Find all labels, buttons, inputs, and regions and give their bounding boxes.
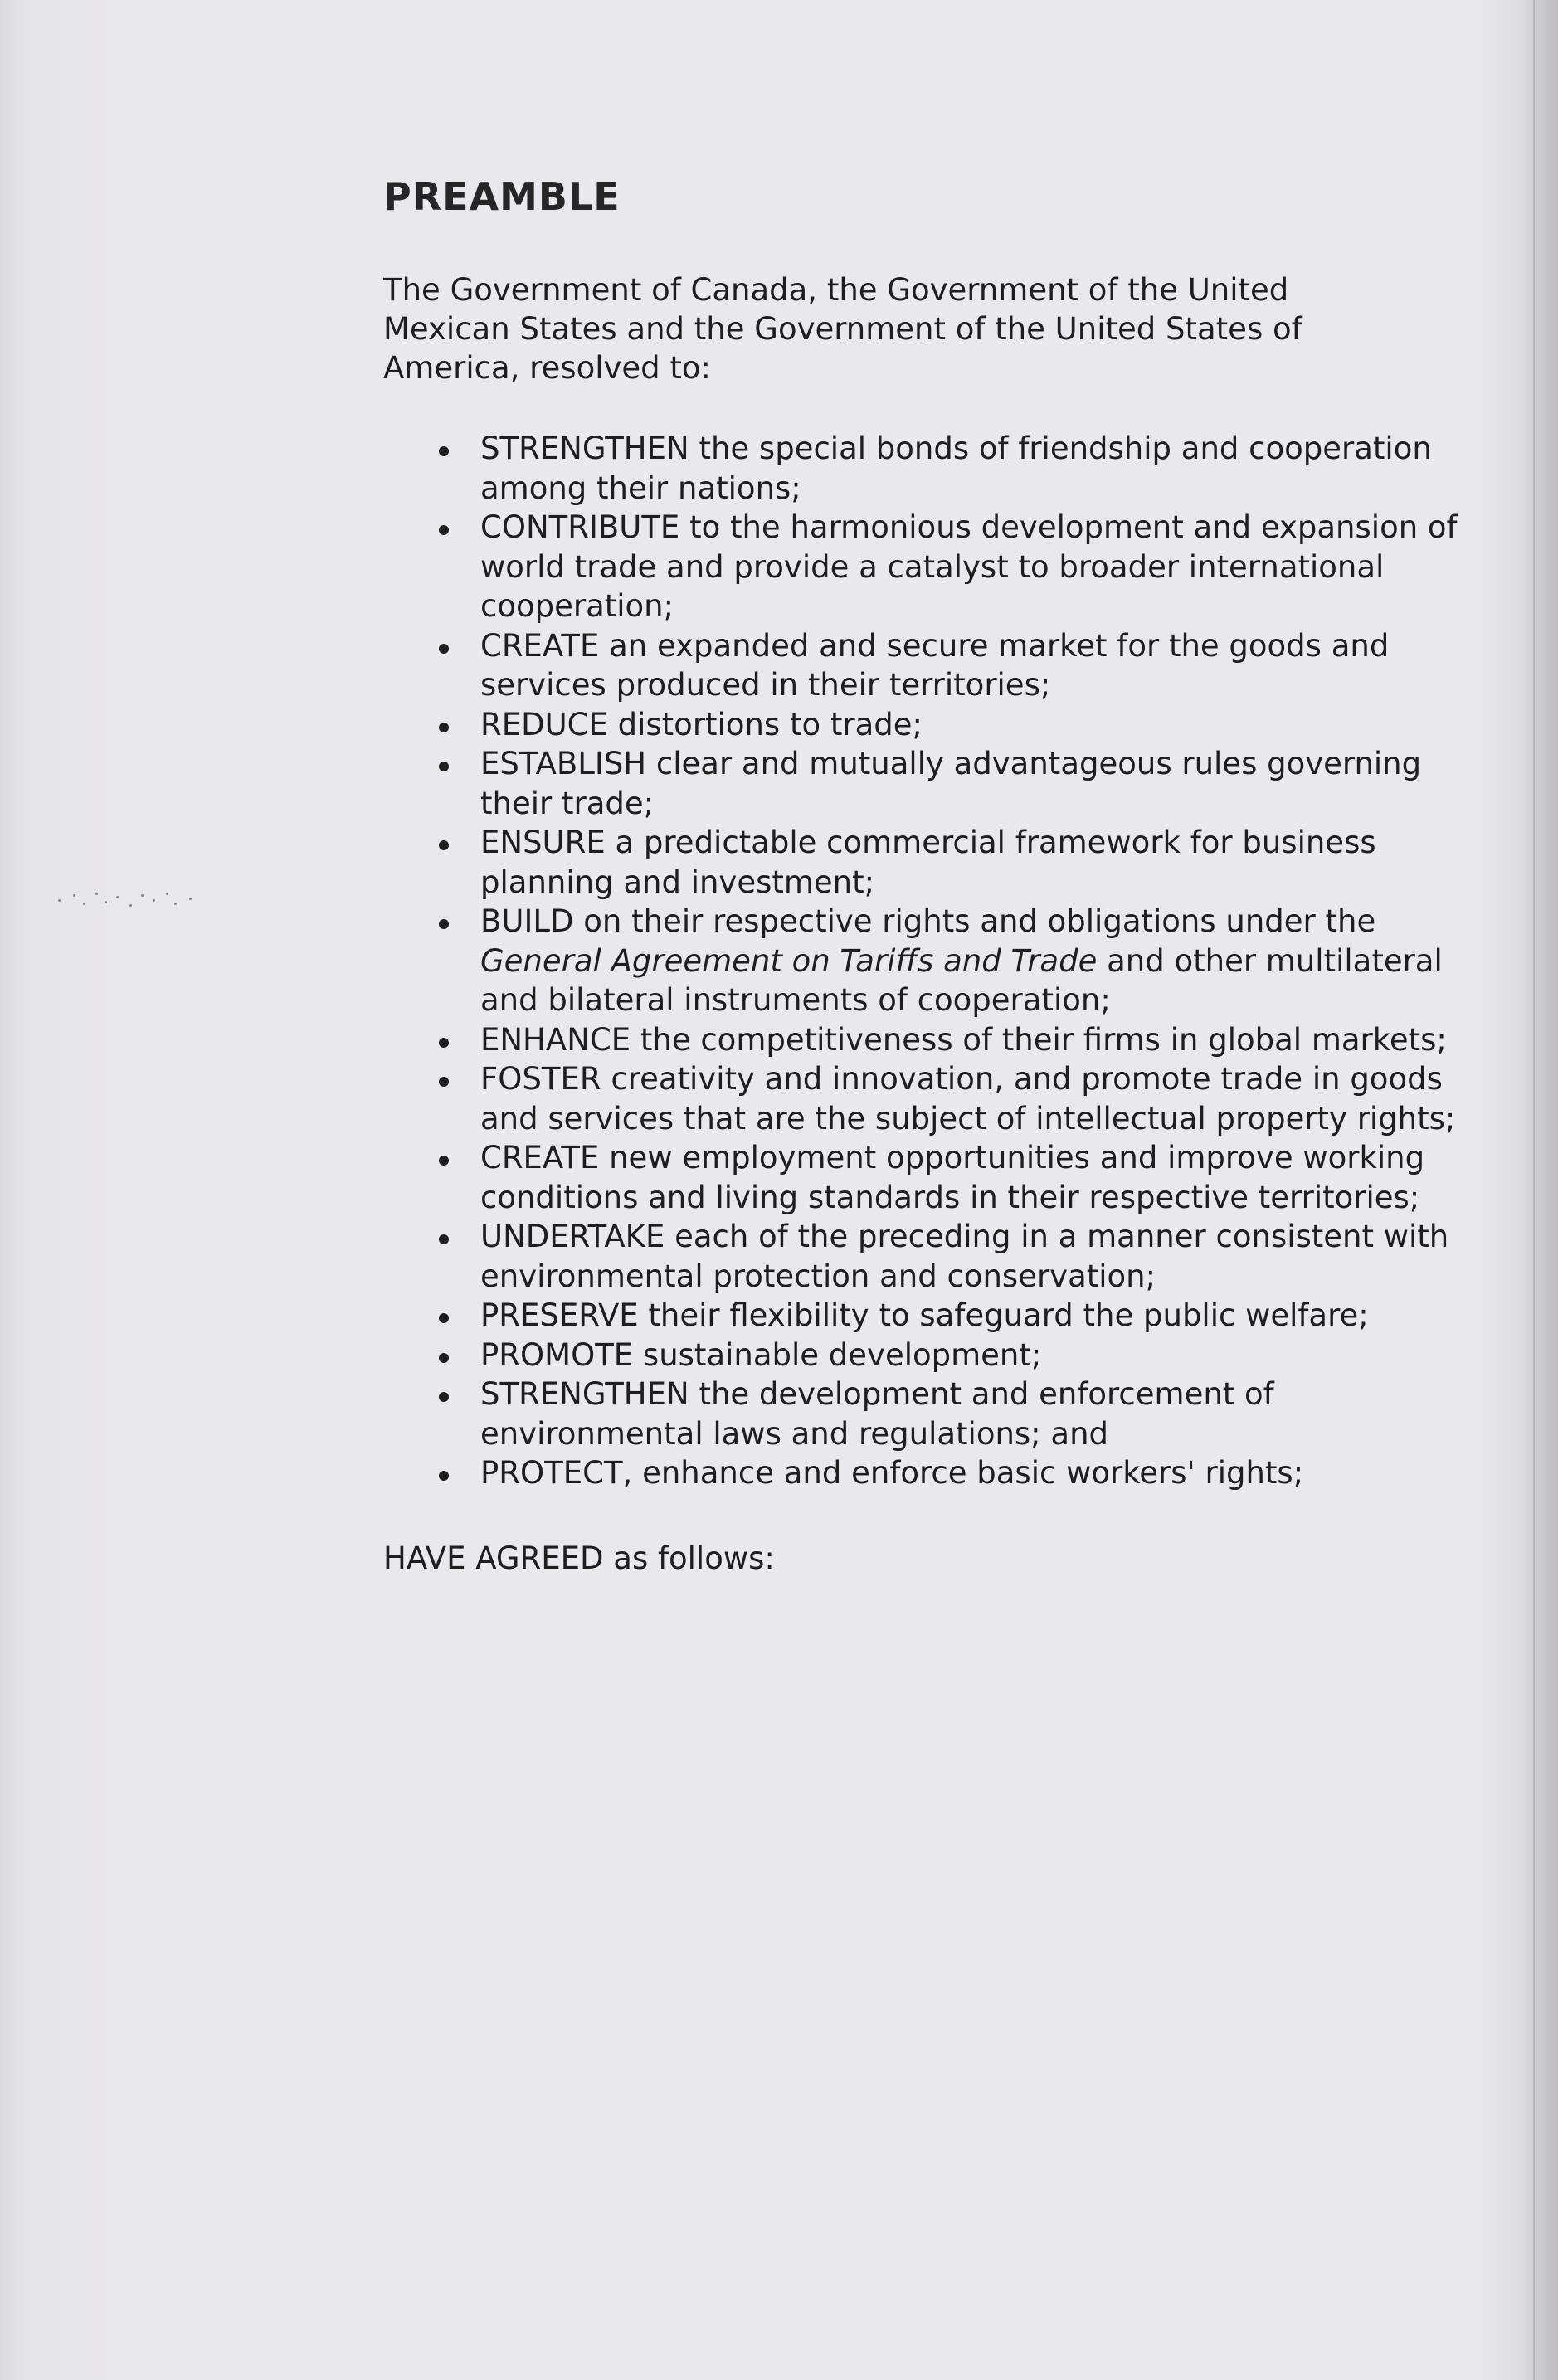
resolution-text: creativity and innovation, and promote trade in goods and services that are the subject of intellectual property rights;	[480, 1061, 1456, 1136]
resolution-verb: PROMOTE	[480, 1336, 634, 1373]
bullet-icon	[439, 1038, 449, 1048]
resolution-item	[480, 1453, 1476, 1493]
resolution-item	[480, 1336, 1476, 1375]
resolution-item	[480, 508, 1476, 626]
resolution-text: the competitiveness of their firms in global markets;	[631, 1021, 1447, 1058]
resolution-item	[480, 626, 1476, 705]
resolution-item	[480, 1020, 1476, 1060]
resolution-text: the special bonds of friendship and cooperation among their nations;	[480, 431, 1432, 506]
resolution-item	[480, 1217, 1476, 1296]
resolution-text: sustainable development;	[633, 1336, 1042, 1373]
resolution-verb: BUILD	[480, 903, 574, 939]
resolution-item	[480, 744, 1476, 823]
resolution-verb: UNDERTAKE	[480, 1219, 665, 1254]
resolution-item	[480, 1138, 1476, 1217]
resolution-item	[480, 705, 1476, 745]
resolution-verb: FOSTER	[480, 1061, 601, 1097]
bullet-icon	[439, 762, 449, 771]
resolution-item	[480, 902, 1476, 1020]
bullet-icon	[439, 1392, 449, 1402]
agreement-title: General Agreement on Tariffs and Trade	[480, 942, 1098, 979]
bullet-icon	[439, 1353, 449, 1363]
resolution-verb: REDUCE	[480, 706, 608, 742]
resolution-text: to the harmonious development and expansion of world trade and provide a catalyst to broader international cooperation;	[480, 509, 1458, 624]
resolutions-list	[383, 429, 1487, 1493]
resolution-text: their flexibility to safeguard the public welfare;	[638, 1297, 1369, 1333]
resolution-verb: PRESERVE	[480, 1297, 639, 1333]
resolution-text: new employment opportunities and improve working conditions and living standards in their respective territories;	[480, 1140, 1425, 1215]
resolution-item	[480, 1059, 1476, 1138]
resolution-verb: ENHANCE	[480, 1021, 631, 1058]
resolution-text-tail: and other multilateral and bilateral instruments of cooperation;	[480, 942, 1443, 1018]
preamble-section	[383, 174, 1487, 1578]
page-edge-shadow	[1533, 0, 1535, 2380]
resolution-verb: PROTECT,	[480, 1455, 633, 1491]
bullet-icon	[439, 446, 449, 456]
bullet-icon	[439, 1313, 449, 1323]
bullet-icon	[439, 840, 449, 850]
resolution-verb: ENSURE	[480, 825, 606, 860]
resolution-verb: CREATE	[480, 1140, 600, 1175]
bullet-icon	[439, 1156, 449, 1166]
intro-paragraph: The Government of Canada, the Government of the United Mexican States and the Government of the United States of America, resolved to:	[383, 272, 1302, 386]
bullet-icon	[439, 525, 449, 535]
resolution-item	[480, 823, 1476, 902]
resolution-text: the development and enforcement of environmental laws and regulations; and	[480, 1376, 1274, 1452]
bullet-icon	[439, 1234, 449, 1244]
resolution-text: a predictable commercial framework for business planning and investment;	[480, 825, 1376, 900]
closing-line: HAVE AGREED as follows:	[383, 1540, 775, 1576]
resolution-item	[480, 1296, 1476, 1336]
bullet-icon	[439, 919, 449, 929]
bullet-icon	[439, 1471, 449, 1481]
resolution-text: an expanded and secure market for the goods and services produced in their territories;	[480, 627, 1390, 703]
resolution-item	[480, 429, 1476, 508]
resolution-verb: CONTRIBUTE	[480, 509, 680, 545]
bullet-icon	[439, 1077, 449, 1087]
resolution-text: distortions to trade;	[607, 706, 923, 742]
bullet-icon	[439, 644, 449, 654]
resolution-item	[480, 1375, 1476, 1453]
resolution-verb: STRENGTHEN	[480, 431, 689, 466]
resolution-text: clear and mutually advantageous rules governing their trade;	[480, 746, 1422, 821]
resolution-text: on their respective rights and obligations under the	[573, 903, 1376, 939]
page-title: PREAMBLE	[383, 174, 621, 219]
resolution-verb: ESTABLISH	[480, 746, 647, 781]
resolution-verb: STRENGTHEN	[480, 1376, 689, 1412]
resolution-text: enhance and enforce basic workers' rights;	[632, 1455, 1304, 1491]
print-speckle	[50, 888, 216, 913]
bullet-icon	[439, 723, 449, 732]
resolution-verb: CREATE	[480, 627, 600, 664]
resolution-text: each of the preceding in a manner consistent with environmental protection and conservation;	[480, 1219, 1449, 1294]
